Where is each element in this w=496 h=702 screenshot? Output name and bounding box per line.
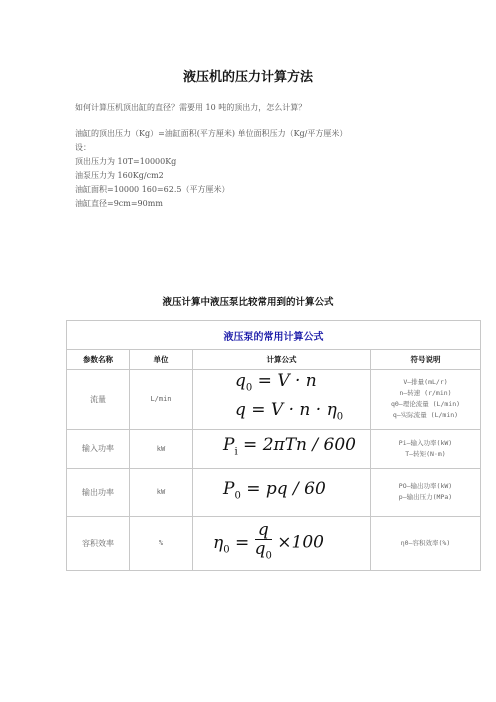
intro-line: 油缸面积=10000 160=62.5（平方厘米） [75, 185, 230, 194]
formula-cell [193, 516, 371, 570]
formula-efficiency: $\eta_0$ = $\frac{q}{q_0}$ ×100 [193, 521, 370, 565]
page-title: 液压机的压力计算方法 [182, 70, 313, 85]
formula-flow-theoretical: $q_0 = V \cdot n$ [235, 371, 317, 394]
intro-line: 油缸的顶出压力（Kg）=油缸面积(平方厘米) 单位面积压力（Kg/平方厘米） [75, 129, 348, 138]
symbol-notes [371, 370, 481, 430]
note-line: V—排量(mL/r) [403, 378, 448, 387]
intro-line: 顶出压力为 10T=10000Kg [75, 157, 177, 166]
table-row [67, 516, 481, 570]
intro-line: 油缸直径=9cm=90mm [75, 199, 163, 208]
note-line: n—转速 (r/min) [399, 389, 452, 398]
note-line: Pi—输入功率(kW) [398, 438, 453, 447]
param-unit: kW [130, 468, 193, 516]
formula-input-power: $P_i = 2\pi Tn / 600$ [223, 435, 356, 458]
table-caption: 液压泵的常用计算公式 [67, 321, 481, 350]
intro-question: 如何计算压机顶出缸的直径？需要用 10 吨的顶出力，怎么计算？ [75, 103, 307, 112]
fraction: $\frac{q}{q_0}$ [254, 520, 272, 562]
note-line: PO—输出功率(kW) [398, 482, 453, 491]
formula-cell [193, 370, 371, 430]
column-header: 参数名称 [67, 350, 130, 370]
formula-table [66, 320, 481, 571]
symbol-notes [371, 516, 481, 570]
param-name: 容积效率 [67, 516, 130, 570]
column-header: 计算公式 [193, 350, 371, 370]
param-unit: kW [130, 429, 193, 468]
note-line: η0—容积效率(%) [400, 538, 451, 547]
param-name: 流量 [67, 370, 130, 430]
formula-cell [193, 429, 371, 468]
intro-line: 设： [75, 143, 91, 152]
formula-cell [193, 468, 371, 516]
column-header: 符号说明 [371, 350, 481, 370]
section-title: 液压计算中液压泵比较常用到的计算公式 [162, 297, 334, 308]
intro-line: 油泵压力为 160Kg/cm2 [75, 171, 164, 180]
param-name: 输出功率 [67, 468, 130, 516]
param-unit: % [130, 516, 193, 570]
note-line: p—输出压力(MPa) [398, 493, 453, 502]
symbol-notes [371, 468, 481, 516]
param-unit: L/min [130, 370, 193, 430]
table-row [67, 370, 481, 430]
note-line: q0—理论流量 (L/min) [390, 400, 461, 409]
symbol-notes [371, 429, 481, 468]
param-name: 输入功率 [67, 429, 130, 468]
column-header: 单位 [130, 350, 193, 370]
table-header-row [67, 350, 481, 370]
note-line: T—转矩(N·m) [405, 449, 446, 458]
table-row [67, 468, 481, 516]
table-row [67, 429, 481, 468]
formula-flow-actual: $q = V \cdot n \cdot \eta_0$ [235, 400, 344, 423]
formula-output-power: $P_0$ = pq / 60 [223, 478, 326, 501]
note-line: q—实际流量 (L/min) [392, 411, 459, 420]
